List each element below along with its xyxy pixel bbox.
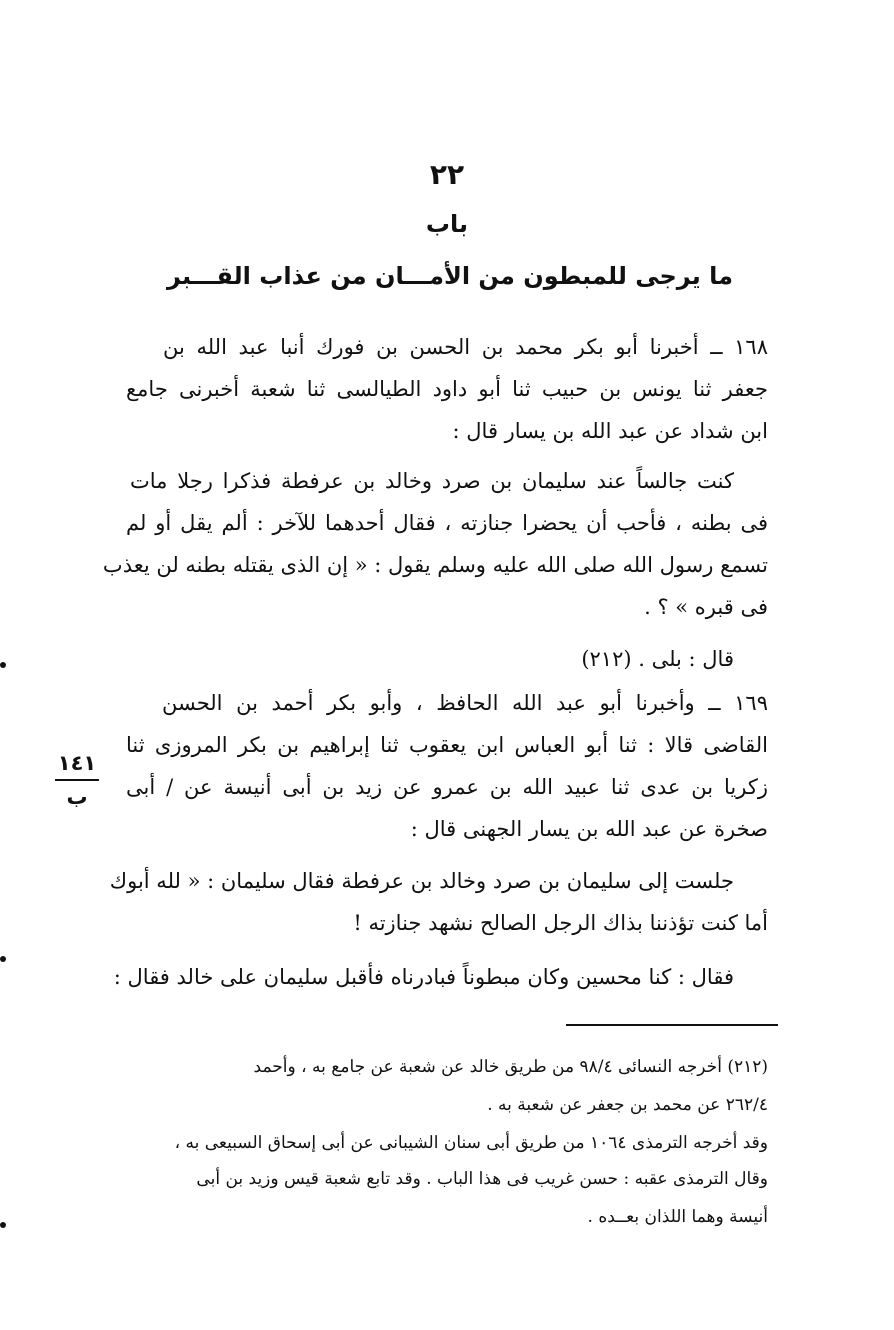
margin-folio-note: [52, 750, 102, 810]
folio-divider: [55, 779, 99, 781]
body-line: فقال : كنا محسين وكان مبطوناً فبادرناه فأقبل سليمان على خالد فقال :: [113, 965, 734, 989]
footnote-line: أنيسة وهما اللذان بعــده .: [587, 1207, 768, 1227]
scan-edge-mark: [0, 956, 6, 962]
folio-number: ١٤١: [57, 751, 97, 775]
body-line: فى بطنه ، فأحب أن يحضرا جنازته ، فقال أحدهما للآخر : ألم يقل أو لم: [126, 511, 768, 535]
body-line: قال : بلى . (٢١٢): [581, 647, 734, 671]
body-line: كنت جالساً عند سليمان بن صرد وخالد بن عرفطة فذكرا رجلا مات: [130, 469, 734, 493]
footnote-line: ٢٦٢/٤ عن محمد بن جعفر عن شعبة به .: [487, 1095, 768, 1115]
body-line: جعفر ثنا يونس بن حبيب ثنا أبو داود الطيالسى ثنا شعبة أخبرنى جامع: [126, 377, 768, 401]
section-label: باب: [425, 210, 469, 238]
chapter-title: ما يرجى للمبطون من الأمـــان من عذاب القـــبر: [167, 262, 733, 290]
body-line: ابن شداد عن عبد الله بن يسار قال :: [452, 419, 768, 443]
body-line: جلست إلى سليمان بن صرد وخالد بن عرفطة فقال سليمان : « لله أبوك: [109, 869, 734, 893]
body-line: ١٦٩ ــ وأخبرنا أبو عبد الله الحافظ ، وأبو بكر أحمد بن الحسن: [162, 691, 768, 715]
chapter-number: ٢٢: [429, 158, 465, 191]
body-line: ١٦٨ ــ أخبرنا أبو بكر محمد بن الحسن بن فورك أنبا عبد الله بن: [163, 335, 768, 359]
body-line: صخرة عن عبد الله بن يسار الجهنى قال :: [410, 817, 768, 841]
body-line: فى قبره » ؟ .: [644, 595, 768, 619]
scan-edge-mark: [0, 662, 6, 668]
scan-edge-mark: [0, 1222, 6, 1228]
footnote-line: (٢١٢) أخرجه النسائى ٩٨/٤ من طريق خالد عن شعبة عن جامع به ، وأحمد: [253, 1057, 768, 1077]
body-line: تسمع رسول الله صلى الله عليه وسلم يقول : « إن الذى يقتله بطنه لن يعذب: [102, 553, 768, 577]
footnote-line: وقال الترمذى عقبه : حسن غريب فى هذا الباب . وقد تابع شعبة قيس وزيد بن أبى: [196, 1169, 768, 1189]
body-line: أما كنت تؤذننا بذاك الرجل الصالح نشهد جنازته !: [353, 911, 768, 935]
body-line: القاضى قالا : ثنا أبو العباس ابن يعقوب ثنا إبراهيم بن بكر المروزى ثنا: [126, 733, 768, 757]
body-line: زكريا بن عدى ثنا عبيد الله بن عمرو عن زيد بن أبى أنيسة عن / أبى: [126, 775, 768, 799]
footnote-line: وقد أخرجه الترمذى ١٠٦٤ من طريق أبى سنان الشيبانى عن أبى إسحاق السبيعى به ،: [174, 1133, 768, 1153]
folio-side: ب: [66, 785, 88, 809]
footnote-separator: [566, 1024, 778, 1026]
